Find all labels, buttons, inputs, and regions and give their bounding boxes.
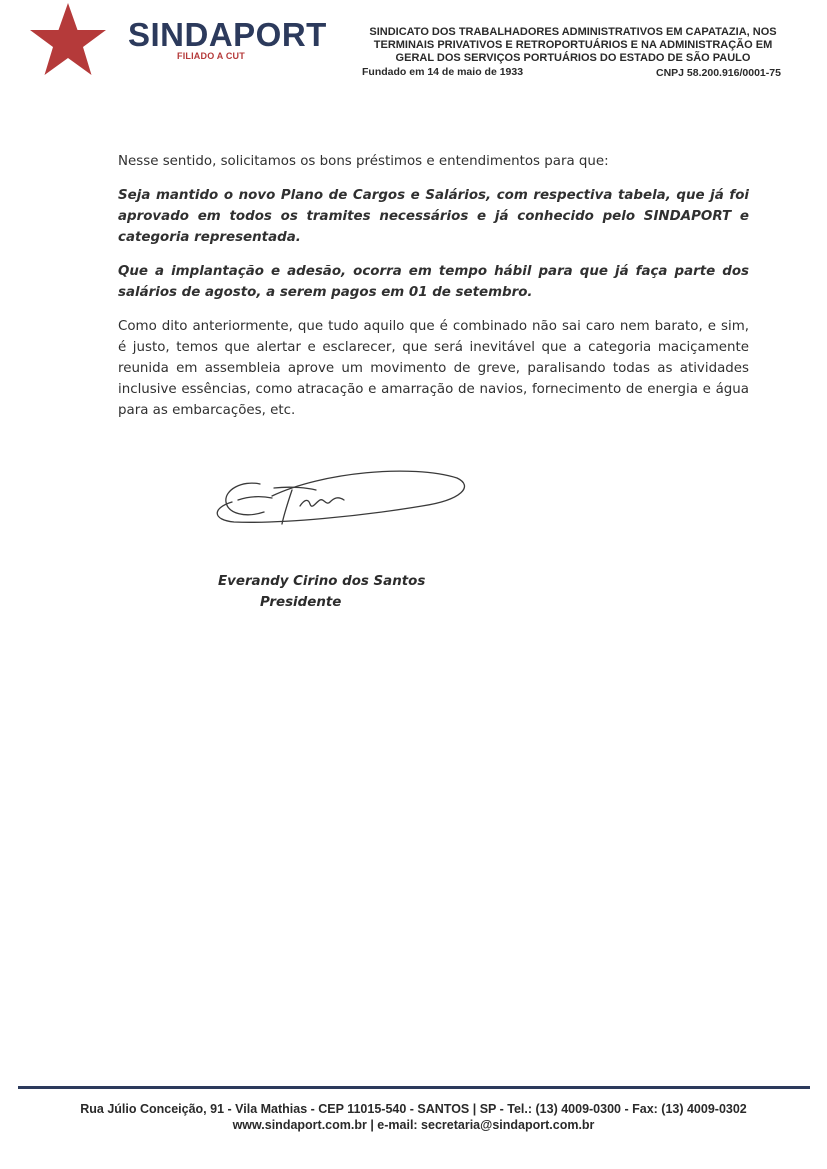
cnpj-number: CNPJ 58.200.916/0001-75 — [656, 67, 781, 79]
brand-name: SINDAPORT — [128, 16, 327, 53]
paragraph-intro: Nesse sentido, solicitamos os bons préstimos e entendimentos para que: — [118, 154, 609, 169]
union-name-line-2: TERMINAIS PRIVATIVOS E RETROPORTUÁRIOS E NA ADMINISTRAÇÃO EM — [373, 39, 773, 51]
founded-date: Fundado em 14 de maio de 1933 — [362, 66, 524, 78]
letter-body — [118, 151, 749, 434]
handwritten-signature — [212, 462, 472, 538]
union-name-line-1: SINDICATO DOS TRABALHADORES ADMINISTRATIVOS EM CAPATAZIA, NOS — [369, 26, 777, 38]
paragraph-request-2: Que a implantação e adesão, ocorra em tempo hábil para que já faça parte dos salários de agosto, a serem pagos em 01 de setembro. — [118, 264, 749, 300]
signer-name: Everandy Cirino dos Santos — [218, 574, 426, 589]
paragraph-request-1: Seja mantido o novo Plano de Cargos e Salários, com respectiva tabela, que já foi aprovado em todos os tramites necessários e já conhecido pelo SINDAPORT e categoria representada. — [118, 188, 749, 245]
footer-address: Rua Júlio Conceição, 91 - Vila Mathias - CEP 11015-540 - SANTOS | SP - Tel.: (13) 4009-0300 - Fax: (13) 4009-0302 — [80, 1102, 747, 1116]
footer-divider — [18, 1086, 810, 1089]
affiliation: FILIADO A CUT — [177, 51, 245, 61]
union-name-line-3: GERAL DOS SERVIÇOS PORTUÁRIOS DO ESTADO DE SÃO PAULO — [395, 52, 751, 64]
star-logo-icon — [28, 2, 108, 78]
union-full-name — [348, 26, 798, 65]
paragraph-warning: Como dito anteriormente, que tudo aquilo que é combinado não sai caro nem barato, e sim, é justo, temos que alertar e esclarecer, que será inevitável que a categoria maciçamente reunida em assembleia aprove um movimento de greve, paralisando todas as atividades inclusive essências, como atracação e amarração de navios, fornecimento de energia e água para as embarcações, etc. — [118, 319, 749, 418]
footer-contact: www.sindaport.com.br | e-mail: secretaria@sindaport.com.br — [232, 1118, 595, 1132]
signer-role: Presidente — [260, 595, 342, 610]
